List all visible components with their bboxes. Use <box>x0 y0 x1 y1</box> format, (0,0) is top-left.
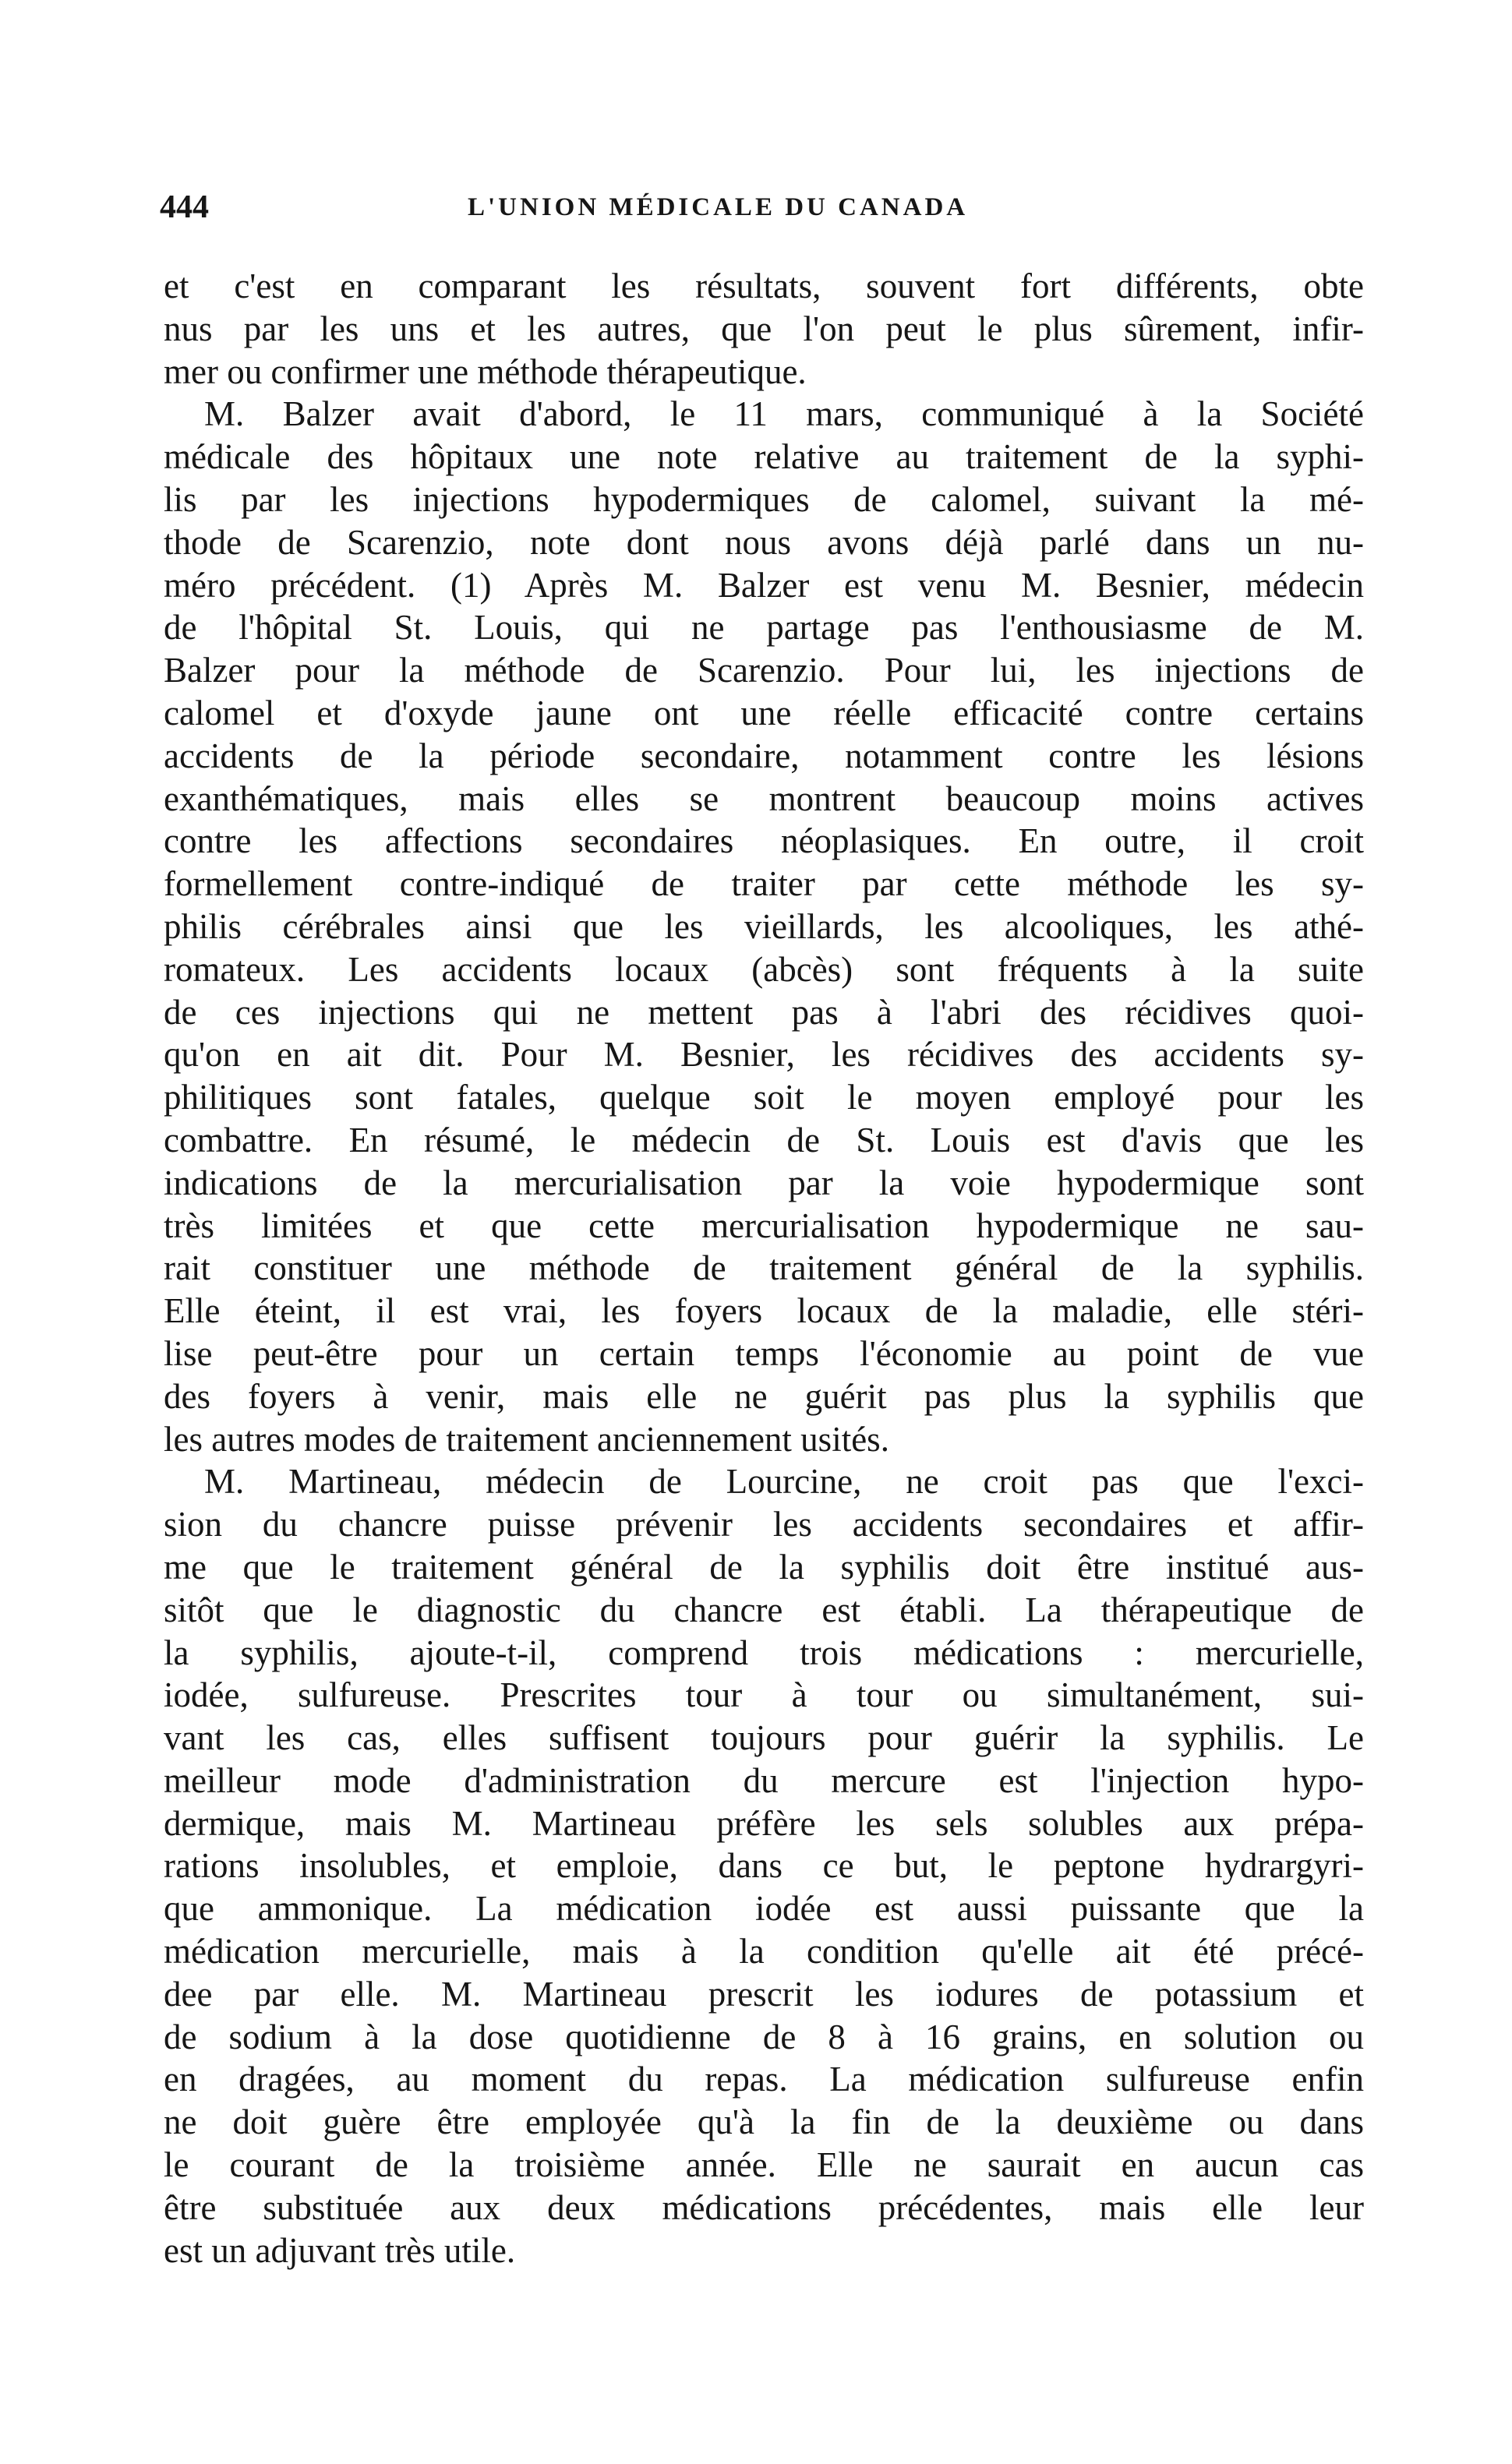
paragraph <box>164 265 1364 393</box>
text-line: philitiques sont fatales, quelque soit le moyen employé pour les <box>164 1078 1364 1117</box>
text-line: de l'hôpital St. Louis, qui ne partage pas l'enthousiasme de M. <box>164 608 1364 648</box>
text-line: que ammonique. La médication iodée est aussi puissante que la <box>164 1889 1364 1929</box>
text-line: exanthématiques, mais elles se montrent beaucoup moins actives <box>164 778 1364 818</box>
text-line: M. Balzer avait d'abord, le 11 mars, communiqué à la Société <box>204 394 1364 434</box>
paragraph <box>164 1460 1364 2272</box>
text-line: rait constituer une méthode de traitement général de la syphilis. <box>164 1248 1364 1288</box>
text-line: très limitées et que cette mercurialisation hypodermique ne sau- <box>164 1206 1364 1245</box>
text-line: combattre. En résumé, le médecin de St. Louis est d'avis que les <box>164 1120 1364 1160</box>
text-line: être substituée aux deux médications précédentes, mais elle leur <box>164 2187 1364 2227</box>
text-line: qu'on en ait dit. Pour M. Besnier, les récidives des accidents sy- <box>164 1035 1364 1075</box>
text-line: de ces injections qui ne mettent pas à l'abri des récidives quoi- <box>164 992 1364 1032</box>
text-line: médicale des hôpitaux une note relative au traitement de la syphi- <box>164 437 1364 477</box>
text-line: rations insolubles, et emploie, dans ce but, le peptone hydrargyri- <box>164 1846 1364 1886</box>
text-line: sitôt que le diagnostic du chancre est établi. La thérapeutique de <box>164 1590 1364 1629</box>
text-line: la syphilis, ajoute-t-il, comprend trois médications : mercurielle, <box>164 1633 1364 1672</box>
running-title: L'UNION MÉDICALE DU CANADA <box>468 193 969 221</box>
text-line: médication mercurielle, mais à la condition qu'elle ait été précé- <box>164 1932 1364 1972</box>
text-line: dermique, mais M. Martineau préfère les sels solubles aux prépa- <box>164 1803 1364 1843</box>
text-line: le courant de la troisième année. Elle ne saurait en aucun cas <box>164 2145 1364 2185</box>
text-line: Balzer pour la méthode de Scarenzio. Pour lui, les injections de <box>164 651 1364 690</box>
text-line: et c'est en comparant les résultats, souvent fort différents, obte <box>164 267 1364 305</box>
text-line: me que le traitement général de la syphilis doit être institué aus- <box>164 1547 1364 1587</box>
text-line: philis cérébrales ainsi que les vieillards, les alcooliques, les athé- <box>164 906 1364 946</box>
text-line: vant les cas, elles suffisent toujours pour guérir la syphilis. Le <box>164 1718 1364 1758</box>
text-line: meilleur mode d'administration du mercure est l'injection hypo- <box>164 1760 1364 1800</box>
text-line: des foyers à venir, mais elle ne guérit pas plus la syphilis que <box>164 1376 1364 1416</box>
body-text <box>164 265 1364 2272</box>
text-line: méro précédent. (1) Après M. Balzer est venu M. Besnier, médecin <box>164 565 1364 605</box>
text-line: de sodium à la dose quotidienne de 8 à 16 grains, en solution ou <box>164 2017 1364 2056</box>
text-line: nus par les uns et les autres, que l'on peut le plus sûrement, infir- <box>164 309 1364 348</box>
text-line: M. Martineau, médecin de Lourcine, ne croit pas que l'exci- <box>204 1462 1364 1502</box>
text-line: indications de la mercurialisation par la voie hypodermique sont <box>164 1163 1364 1202</box>
text-line: lis par les injections hypodermiques de calomel, suivant la mé- <box>164 479 1364 519</box>
text-line: thode de Scarenzio, note dont nous avons déjà parlé dans un nu- <box>164 522 1364 562</box>
text-line: en dragées, au moment du repas. La médication sulfureuse enfin <box>164 2060 1364 2099</box>
text-line: lise peut-être pour un certain temps l'économie au point de vue <box>164 1333 1364 1373</box>
text-line: iodée, sulfureuse. Prescrites tour à tour ou simultanément, sui- <box>164 1675 1364 1715</box>
text-line: les autres modes de traitement anciennement usités. <box>164 1419 889 1459</box>
text-line: dee par elle. M. Martineau prescrit les iodures de potassium et <box>164 1974 1364 2014</box>
text-line: sion du chancre puisse prévenir les accidents secondaires et affir- <box>164 1505 1364 1544</box>
paragraph <box>164 393 1364 1460</box>
text-line: accidents de la période secondaire, notamment contre les lésions <box>164 736 1364 775</box>
text-line: calomel et d'oxyde jaune ont une réelle efficacité contre certains <box>164 693 1364 732</box>
text-line: Elle éteint, il est vrai, les foyers locaux de la maladie, elle stéri- <box>164 1291 1364 1331</box>
text-line: ne doit guère être employée qu'à la fin de la deuxième ou dans <box>164 2102 1364 2142</box>
text-line: est un adjuvant très utile. <box>164 2230 516 2270</box>
page-header <box>160 184 1376 231</box>
text-line: formellement contre-indiqué de traiter par cette méthode les sy- <box>164 864 1364 904</box>
page-number: 444 <box>160 189 209 225</box>
text-line: romateux. Les accidents locaux (abcès) sont fréquents à la suite <box>164 949 1364 989</box>
text-line: mer ou confirmer une méthode thérapeutique. <box>164 351 807 391</box>
text-line: contre les affections secondaires néoplasiques. En outre, il croit <box>164 821 1364 861</box>
